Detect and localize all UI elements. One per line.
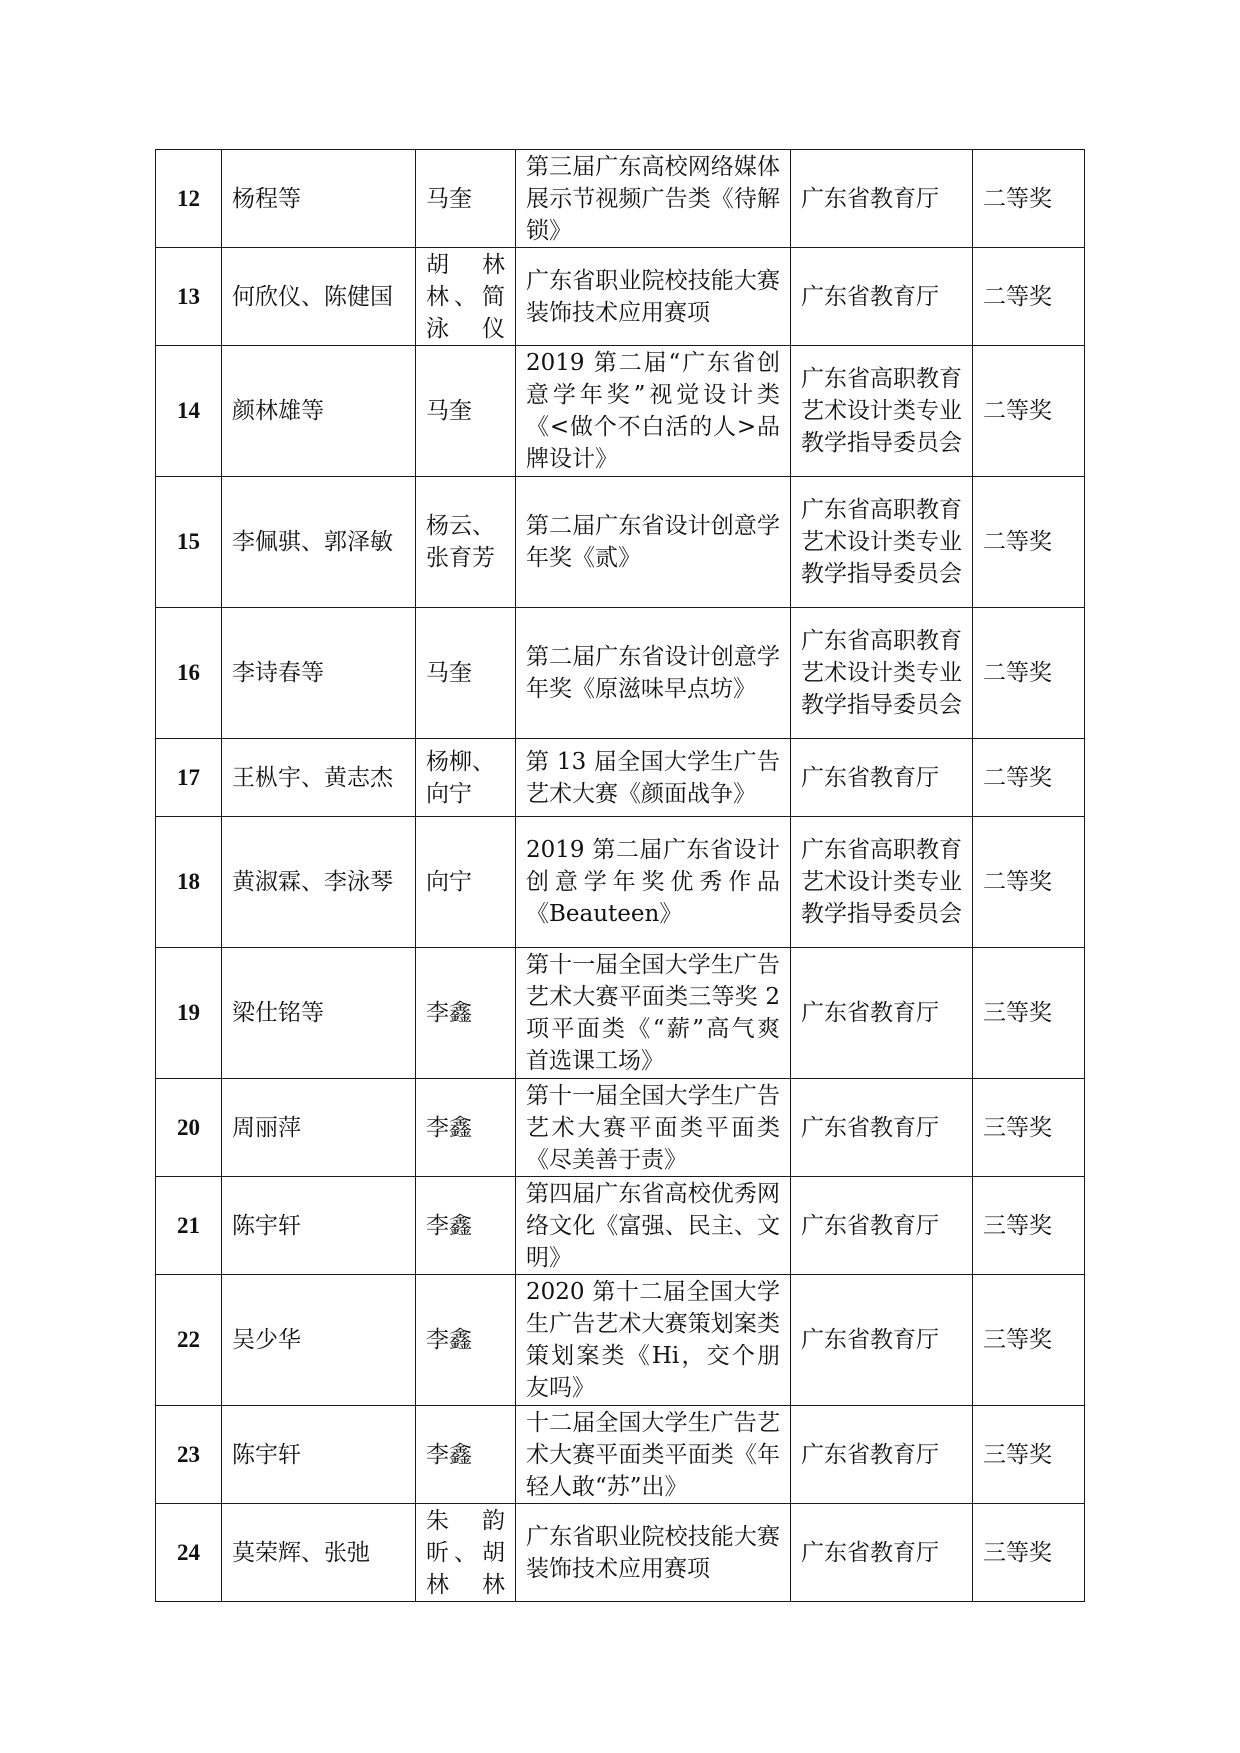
- award-level: 三等奖: [973, 1275, 1085, 1406]
- row-number: 21: [156, 1177, 222, 1275]
- award-title: 第二届广东省设计创意学年奖《贰》: [516, 477, 791, 608]
- award-level: 三等奖: [973, 1504, 1085, 1602]
- row-number: 17: [156, 739, 222, 817]
- award-level: 三等奖: [973, 1406, 1085, 1504]
- table-row: [156, 1275, 1085, 1406]
- student-names: 李诗春等: [222, 608, 416, 739]
- row-number: 20: [156, 1079, 222, 1177]
- award-level: 二等奖: [973, 346, 1085, 477]
- student-names: 陈宇轩: [222, 1406, 416, 1504]
- tutor-names: 李鑫: [416, 1079, 516, 1177]
- student-names: 周丽萍: [222, 1079, 416, 1177]
- award-title: 2020 第十二届全国大学生广告艺术大赛策划案类策划案类《Hi，交个朋友吗》: [516, 1275, 791, 1406]
- issuing-organization: 广东省教育厅: [791, 1504, 973, 1602]
- issuing-organization: 广东省教育厅: [791, 1177, 973, 1275]
- issuing-organization: 广东省高职教育艺术设计类专业教学指导委员会: [791, 817, 973, 948]
- student-names: 梁仕铭等: [222, 948, 416, 1079]
- award-title: 第 13 届全国大学生广告艺术大赛《颜面战争》: [516, 739, 791, 817]
- tutor-names: 向宁: [416, 817, 516, 948]
- issuing-organization: 广东省教育厅: [791, 1079, 973, 1177]
- issuing-organization: 广东省教育厅: [791, 739, 973, 817]
- award-title: 2019 第二届“广东省创意学年奖”视觉设计类《<做个不白活的人>品牌设计》: [516, 346, 791, 477]
- award-title: 第四届广东省高校优秀网络文化《富强、民主、文明》: [516, 1177, 791, 1275]
- issuing-organization: 广东省教育厅: [791, 248, 973, 346]
- row-number: 14: [156, 346, 222, 477]
- row-number: 12: [156, 150, 222, 248]
- row-number: 13: [156, 248, 222, 346]
- student-names: 莫荣辉、张弛: [222, 1504, 416, 1602]
- row-number: 16: [156, 608, 222, 739]
- tutor-names: 李鑫: [416, 1406, 516, 1504]
- tutor-names: 杨云、张育芳: [416, 477, 516, 608]
- award-title: 广东省职业院校技能大赛装饰技术应用赛项: [516, 1504, 791, 1602]
- table-row: [156, 1504, 1085, 1602]
- row-number: 23: [156, 1406, 222, 1504]
- table-row: [156, 1406, 1085, 1504]
- award-title: 第十一届全国大学生广告艺术大赛平面类平面类《尽美善于责》: [516, 1079, 791, 1177]
- award-title: 十二届全国大学生广告艺术大赛平面类平面类《年轻人敢“苏”出》: [516, 1406, 791, 1504]
- student-names: 王枞宇、黄志杰: [222, 739, 416, 817]
- student-names: 颜林雄等: [222, 346, 416, 477]
- row-number: 22: [156, 1275, 222, 1406]
- issuing-organization: 广东省教育厅: [791, 150, 973, 248]
- student-names: 何欣仪、陈健国: [222, 248, 416, 346]
- tutor-names: 马奎: [416, 150, 516, 248]
- award-level: 二等奖: [973, 739, 1085, 817]
- award-title: 第十一届全国大学生广告艺术大赛平面类三等奖 2 项平面类《“薪”高气爽 首选课工场》: [516, 948, 791, 1079]
- table-row: [156, 248, 1085, 346]
- table-row: [156, 1079, 1085, 1177]
- issuing-organization: 广东省高职教育艺术设计类专业教学指导委员会: [791, 608, 973, 739]
- issuing-organization: 广东省教育厅: [791, 1406, 973, 1504]
- tutor-names: 李鑫: [416, 1275, 516, 1406]
- award-level: 二等奖: [973, 248, 1085, 346]
- award-title: 2019 第二届广东省设计创意学年奖优秀作品《Beauteen》: [516, 817, 791, 948]
- award-level: 三等奖: [973, 1177, 1085, 1275]
- table-row: [156, 739, 1085, 817]
- tutor-names: 马奎: [416, 346, 516, 477]
- award-title: 广东省职业院校技能大赛装饰技术应用赛项: [516, 248, 791, 346]
- student-names: 吴少华: [222, 1275, 416, 1406]
- tutor-names: 李鑫: [416, 948, 516, 1079]
- table-row: [156, 948, 1085, 1079]
- award-level: 三等奖: [973, 1079, 1085, 1177]
- row-number: 19: [156, 948, 222, 1079]
- issuing-organization: 广东省高职教育艺术设计类专业教学指导委员会: [791, 477, 973, 608]
- award-level: 二等奖: [973, 150, 1085, 248]
- table-row: [156, 817, 1085, 948]
- tutor-names: 杨柳、向宁: [416, 739, 516, 817]
- table-row: [156, 477, 1085, 608]
- row-number: 24: [156, 1504, 222, 1602]
- table-row: [156, 150, 1085, 248]
- issuing-organization: 广东省高职教育艺术设计类专业教学指导委员会: [791, 346, 973, 477]
- row-number: 18: [156, 817, 222, 948]
- issuing-organization: 广东省教育厅: [791, 1275, 973, 1406]
- award-title: 第三届广东高校网络媒体展示节视频广告类《待解锁》: [516, 150, 791, 248]
- tutor-names: 朱韵昕、胡林林: [416, 1504, 516, 1602]
- awards-table: [155, 149, 1085, 1602]
- student-names: 陈宇轩: [222, 1177, 416, 1275]
- table-row: [156, 346, 1085, 477]
- issuing-organization: 广东省教育厅: [791, 948, 973, 1079]
- award-level: 二等奖: [973, 477, 1085, 608]
- row-number: 15: [156, 477, 222, 608]
- student-names: 杨程等: [222, 150, 416, 248]
- student-names: 李佩骐、郭泽敏: [222, 477, 416, 608]
- tutor-names: 马奎: [416, 608, 516, 739]
- student-names: 黄淑霖、李泳琴: [222, 817, 416, 948]
- award-level: 二等奖: [973, 608, 1085, 739]
- table-row: [156, 1177, 1085, 1275]
- tutor-names: 胡林林、简泳仪: [416, 248, 516, 346]
- tutor-names: 李鑫: [416, 1177, 516, 1275]
- award-title: 第二届广东省设计创意学年奖《原滋味早点坊》: [516, 608, 791, 739]
- award-level: 二等奖: [973, 817, 1085, 948]
- table-row: [156, 608, 1085, 739]
- award-level: 三等奖: [973, 948, 1085, 1079]
